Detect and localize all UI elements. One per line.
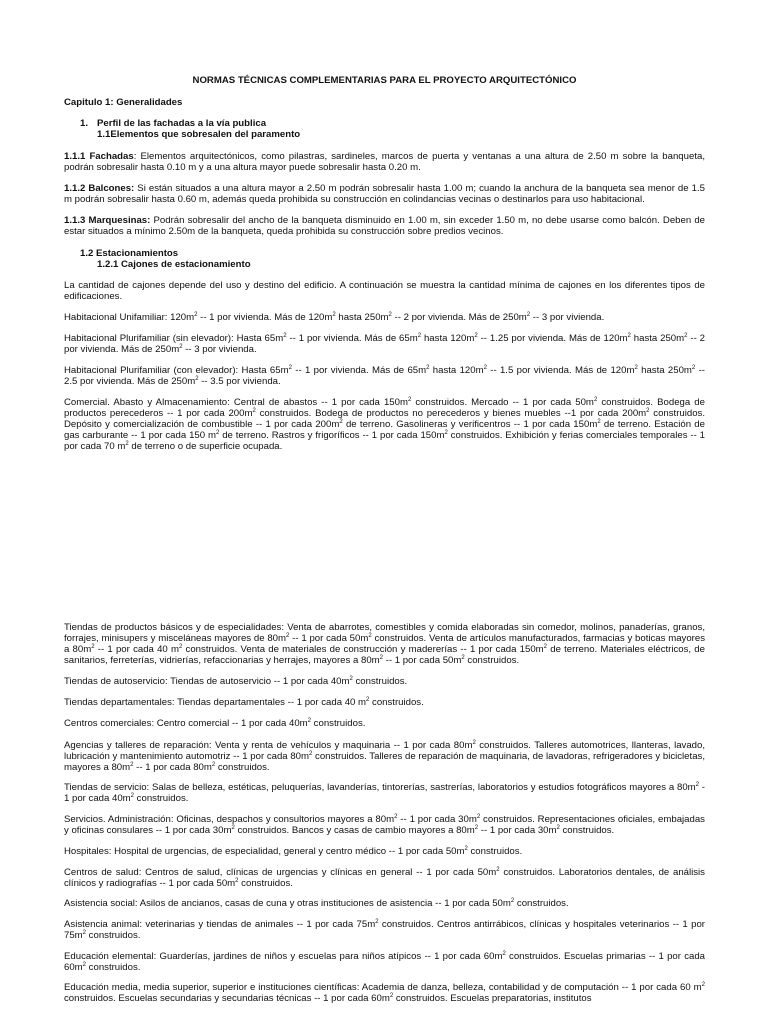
text-run: construidos. Escuelas preparatorias, institutos [393,992,592,1004]
text-run: -- 1 por cada 30m [478,824,557,836]
paragraph-tiendas-basicos [64,623,705,667]
superscript: 2 [130,761,134,768]
superscript: 2 [444,429,448,436]
text-run: de terreno. Rastros y frigoríficos -- 1 por cada 150m [219,429,445,441]
paragraph-comercial [64,398,705,453]
paragraph-marquesinas [64,216,705,238]
superscript: 2 [368,632,372,639]
superscript: 2 [634,364,638,371]
superscript: 2 [684,332,688,339]
text-run: Educación elemental: Guarderías, jardines de niños y escuelas para niños atípicos -- 1 por cada 60m [64,951,503,962]
text-run: construidos. [215,761,270,773]
text-run: -- 3 por vivienda. [530,312,605,323]
superscript: 2 [125,440,129,447]
text-run: construidos. Talleres automotrices, llanteras, lavado, lubricación y mantenimiento automotriz -- 1 por cada 80m [64,740,706,762]
superscript: 2 [235,877,239,884]
text-run: hasta 120m [421,333,475,344]
superscript: 2 [82,929,87,936]
text-run: -- 1 por cada 40 m [94,643,179,655]
text-run: Centros comerciales: Centro comercial -- 1 por cada 40m [64,718,308,729]
paragraph-asistencia-animal [64,920,705,942]
text-run: -- 3 por vivienda. [182,343,257,355]
marquesinas-label: 1.1.3 Marquesinas: [64,215,151,226]
superscript: 2 [283,332,287,339]
superscript: 2 [543,643,548,650]
superscript: 2 [375,918,379,925]
superscript: 2 [349,675,353,682]
superscript: 2 [379,654,383,661]
text-run: construidos. [238,877,293,889]
superscript: 2 [691,364,696,371]
text-run: Habitacional Plurifamiliar (con elevador): Hasta 65m [64,365,289,376]
superscript: 2 [332,311,336,318]
text-run: Tiendas de servicio: Salas de belleza, estéticas, peluquerías, lavanderías, tintorerías, sastrerías, laboratorios y estudios fotográficos mayores a 80m [64,782,696,793]
paragraph-educacion-media [64,983,705,1005]
text-run: Servicios. Administración: Oficinas, despachos y consultorios mayores a 80m [64,814,395,825]
text-run: -- 1 por cada 50m [383,654,462,666]
superscript: 2 [211,761,216,768]
text-run: construidos. Bodega de productos no perecederos y bienes muebles --1 por cada 200m [255,407,647,419]
paragraph-fachadas [64,152,705,174]
document-title: NORMAS TÉCNICAS COMPLEMENTARIAS PARA EL PROYECTO ARQUITECTÓNICO [192,75,577,86]
text-run: Hospitales: Hospital de urgencias, de especialidad, general y centro médico -- 1 por cada 50m [64,846,465,857]
superscript: 2 [646,407,650,414]
superscript: 2 [496,866,500,873]
superscript: 2 [252,407,256,414]
text-run: -- 1 por vivienda. Más de 65m [286,333,418,344]
superscript: 2 [701,981,705,988]
section-1-2-heading: 1.2 Estacionamientos [80,248,179,259]
text-run: -- 2 por vivienda. Más de 250m [64,333,705,355]
text-run: -- 1.25 por vivienda. Más de 120m [477,333,628,344]
superscript: 2 [593,396,598,403]
paragraph-tiendas-servicio [64,783,705,805]
text-run: de terreno. Estación de gas carburante -- 1 por cada 150 m [64,418,705,441]
superscript: 2 [286,632,290,639]
superscript: 2 [597,418,601,425]
paragraph-hospitales [64,847,705,858]
text-run: -- 2 por vivienda. Más de 250m [391,312,527,323]
paragraph-intro: La cantidad de cajones depende del uso y destino del edificio. A continuación se muestra la cantidad mínima de cajones en los diferentes tipos de edificaciones. [64,280,705,302]
text-run: construidos. Bodega de productos perecederos -- 1 por cada 200m [64,397,705,419]
text-run: hasta 250m [637,365,692,376]
text-run: -- 1 por cada 30m [397,814,477,825]
text-run: Centros de salud: Centros de salud, clínicas de urgencias y clínicas en general -- 1 por cada 50m [64,867,497,878]
text-run: construidos. Escuelas primarias -- 1 por cada 60m [64,951,705,973]
superscript: 2 [178,643,183,650]
text-run: construidos. Talleres de reparación de maquinaria, de lavadoras, refrigeradores y bicicletas, mayores a 80m [64,750,705,773]
text-run: construidos. [514,898,569,909]
superscript: 2 [91,643,95,650]
superscript: 2 [472,739,476,746]
paragraph-plurifamiliar-sin-elevador [64,334,705,356]
text-run: Habitacional Plurifamiliar (sin elevador): Hasta 65m [64,333,284,344]
superscript: 2 [389,992,394,999]
paragraph-centros-salud [64,868,705,890]
text-run: Tiendas de autoservicio: Tiendas de autoservicio -- 1 por cada 40m [64,676,350,687]
paragraph-balcones [64,184,705,206]
paragraph-departamentales [64,698,705,709]
text-run: -- 1 por cada 50m [289,632,369,644]
text-run: hasta 250m [335,312,389,323]
superscript: 2 [394,813,398,820]
superscript: 2 [464,845,468,852]
text-run: construidos. Bancos y casas de cambio mayores a 80m [234,824,475,836]
balcones-text: Si están situados a una altura mayor a 2.50 m podrán sobresalir hasta 1.00 m; cuando la anchura de la banqueta sea menor de 1.5 m podrán sobresalir hasta 0.60 m, además queda prohibida su construcción en colindancias vecinas o destinarlos para uso habitacional. [64,183,705,205]
text-run: Tiendas departamentales: Tiendas departamentales -- 1 por cada 40 m [64,697,367,708]
superscript: 2 [288,364,292,371]
superscript: 2 [388,311,392,318]
text-run: construidos. [467,846,523,857]
text-run: construidos. [134,792,189,804]
text-run: construidos. Venta de materiales de construcción y madererías -- 1 por cada 150m [182,643,544,655]
text-run: Asistencia social: Asilos de ancianos, casas de cuna y otras instituciones de asistencia -- 1 por cada 50m [64,898,511,909]
superscript: 2 [309,750,313,757]
paragraph-centros-comerciales [64,719,705,730]
superscript: 2 [179,343,183,350]
text-run: construidos. Venta de artículos manufacturados, farmacias y boticas mayores a 80m [64,632,706,655]
paragraph-asistencia-social [64,899,705,910]
text-run: hasta 120m [429,365,484,376]
text-run: construidos. Escuelas secundarias y secundarias técnicas -- 1 por cada 60m [64,992,390,1004]
superscript: 2 [130,792,135,799]
superscript: 2 [556,824,560,831]
text-run: construidos. [86,961,141,973]
paragraph-autoservicio [64,677,705,688]
superscript: 2 [231,824,235,831]
superscript: 2 [461,654,465,661]
text-run: Educación media, media superior, superior e instituciones científicas: Academia de danza, belleza, contabilidad y de computación -- 1 por cada 60 m [64,982,702,993]
fachadas-label: 1.1.1 Fachadas [64,151,134,162]
superscript: 2 [194,311,198,318]
superscript: 2 [474,824,479,831]
text-run: Comercial. Abasto y Almacenamiento: Central de abastos -- 1 por cada 150m [64,397,408,408]
fachadas-text: : Elementos arquitectónicos, como pilastras, sardineles, marcos de puerta y ventanas a una altura de 2.50 m sobre la banqueta, podrán sobresalir hasta 0.10 m y a una altura mayor puede sobresalir hasta 0.20 m. [64,151,705,173]
paragraph-agencias [64,741,705,774]
text-run: -- 3.5 por vivienda. [198,375,281,387]
section-1-title: Perfil de las fachadas a la vía publica [97,118,267,129]
text-run: construidos. [369,697,424,708]
superscript: 2 [426,364,430,371]
text-run: Asistencia animal: veterinarias y tiendas de animales -- 1 por cada 75m [64,919,376,930]
text-run: construidos. [352,676,408,687]
text-run: -- 1 por vivienda. Más de 65m [291,365,427,376]
superscript: 2 [627,332,631,339]
text-run: construidos. [464,654,520,666]
text-run: Agencias y talleres de reparación: Venta y renta de vehículos y maquinaria -- 1 por cada 80m [64,740,473,751]
text-run: -- 1 por vivienda. Más de 120m [197,312,333,323]
text-run: construidos. Depósito y comercialización de combustible -- 1 por cada 200m [64,407,705,430]
superscript: 2 [510,897,515,904]
superscript: 2 [82,961,87,968]
text-run: - 1 por cada 40m [64,782,705,804]
text-run: -- 1.5 por vivienda. Más de 120m [486,365,635,376]
superscript: 2 [417,332,422,339]
text-run: construidos. Representaciones oficiales, embajadas y oficinas consulares -- 1 por cada 30m [64,814,705,836]
text-run: construidos. [559,824,615,836]
superscript: 2 [476,813,481,820]
text-run: construidos. [311,718,366,729]
text-run: de terreno. Gasolineras y verificentros -- 1 por cada 150m [342,418,598,430]
superscript: 2 [339,418,343,425]
text-run: construidos. [86,929,141,941]
marquesinas-text: Podrán sobresalir del ancho de la banqueta disminuido en 1.00 m, sin exceder 1.50 m, no debe usarse como balcón. Deben de estar situados a mínimo 2.50m de la banqueta, queda prohibida su construcción sobre predios vecinos. [64,215,705,237]
superscript: 2 [483,364,487,371]
superscript: 2 [366,696,370,703]
superscript: 2 [502,950,506,957]
text-run: construidos. Mercado -- 1 por cada 50m [411,397,594,408]
text-run: construidos. Laboratorios dentales, de análisis clínicos y radiografías -- 1 por cada 50m [64,867,705,889]
section-1-2-1-heading: 1.2.1 Cajones de estacionamiento [97,259,251,270]
section-1-number: 1. [80,118,89,129]
text-run: construidos. Centros antirrábicos, clínicas y hospitales veterinarios -- 1 por 75m [64,919,705,941]
text-run: -- 2.5 por vivienda. Más de 250m [64,365,705,387]
superscript: 2 [526,311,531,318]
paragraph-plurifamiliar-con-elevador [64,366,705,388]
text-run: -- 1 por cada 80m [133,761,212,773]
superscript: 2 [307,717,312,724]
superscript: 2 [695,781,699,788]
paragraph-servicios [64,815,705,837]
superscript: 2 [215,429,220,436]
text-run: hasta 250m [630,333,685,344]
chapter-heading: Capitulo 1: Generalidades [64,97,183,108]
text-run: Habitacional Unifamiliar: 120m [64,312,195,323]
paragraph-unifamiliar [64,313,705,324]
text-run: de terreno o de superficie ocupada. [128,440,283,452]
section-1-1-heading: 1.1Elementos que sobresalen del paramento [97,129,301,140]
superscript: 2 [407,396,412,403]
superscript: 2 [195,375,199,382]
text-run: Tiendas de productos básicos y de especialidades: Venta de abarrotes, comestibles y comida elaboradas sin comedor, molinos, panaderías, granos, forrajes, minisupers y misceláneas mayores de 80m [64,622,705,644]
balcones-label: 1.1.2 Balcones: [64,183,135,194]
paragraph-educacion-elemental [64,952,705,974]
text-run: de terreno. Materiales eléctricos, de sanitarios, ferreterías, vidrierías, refaccionarias y herrajes, mayores a 80m [64,643,705,666]
superscript: 2 [474,332,478,339]
text-run: construidos. Exhibición y ferias comerciales temporales -- 1 por cada 70 m [64,429,705,452]
